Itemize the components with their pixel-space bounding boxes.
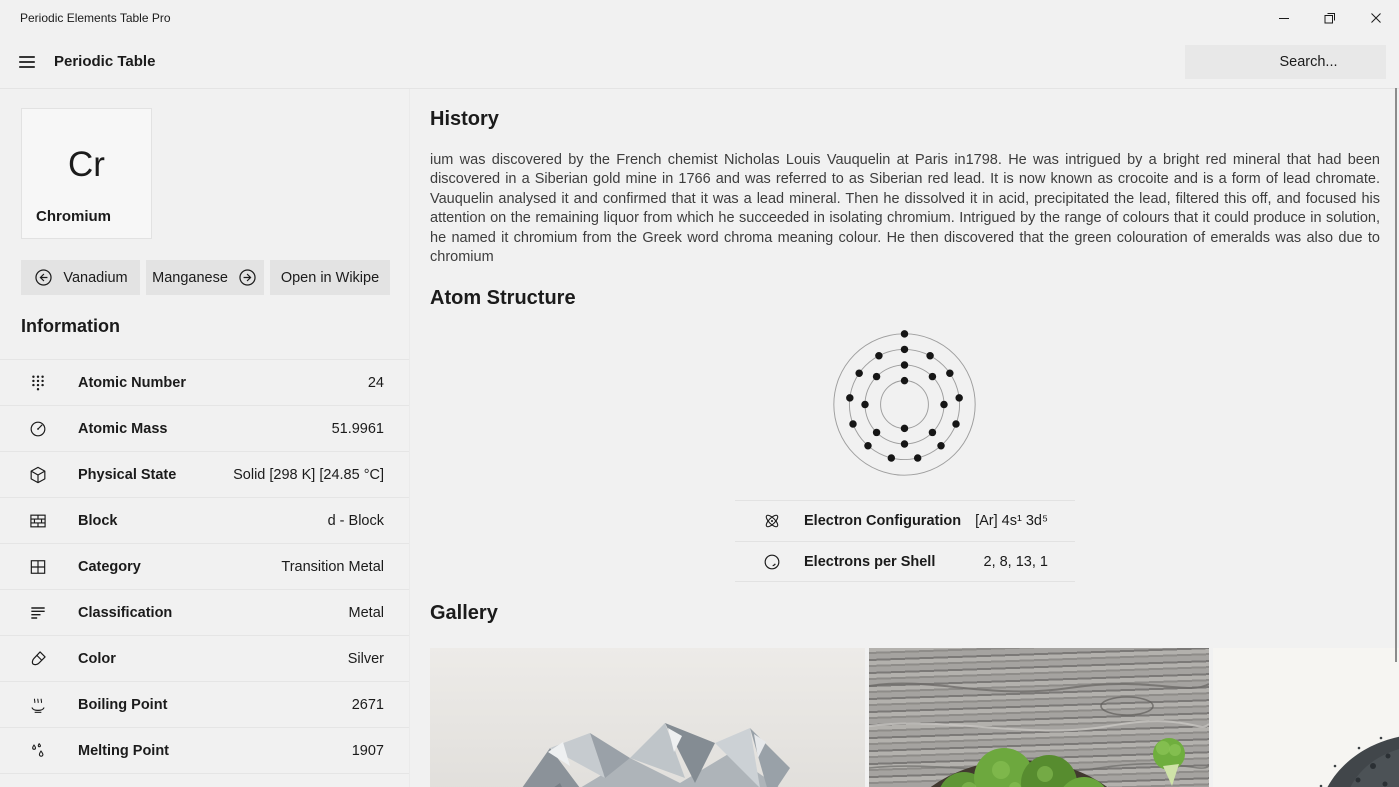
- information-list: [0, 359, 409, 774]
- info-label: Color: [78, 650, 116, 667]
- gallery-row: [430, 648, 1399, 787]
- brush-icon: [28, 649, 48, 669]
- titlebar[interactable]: [0, 0, 1399, 36]
- minimize-icon: [1277, 11, 1291, 25]
- info-row: [0, 682, 409, 728]
- info-row: [0, 498, 409, 544]
- info-value: Silver: [347, 650, 384, 667]
- dialpad-icon: [28, 373, 48, 393]
- gallery-image-chromium-crystals[interactable]: [430, 648, 865, 787]
- config-label: Electrons per Shell: [804, 553, 936, 570]
- header-divider: [0, 88, 1399, 89]
- restore-button[interactable]: [1307, 0, 1353, 36]
- search-box: [1185, 45, 1386, 79]
- information-heading: Information: [21, 316, 120, 336]
- info-value: Transition Metal: [281, 558, 384, 575]
- window-controls: [1261, 0, 1399, 36]
- info-label: Physical State: [78, 466, 177, 483]
- info-value: Solid [298 K] [24.85 °C]: [233, 466, 384, 483]
- element-tile: [21, 108, 152, 239]
- history-text: ium was discovered by the French chemist Nicholas Louis Vauquelin at Paris in1798. He was intrigued by a bright red mineral that had been discovered in a Siberian gold mine in 1766 and was referred to as Siberian red lead. It is now known as crocoite and is a form of lead chromate. Vauquelin analysed it and confirmed that it was a lead mineral. Then he dissolved it in acid, precipitated the lead, filtered this off, and focused his attention on the remaining liquor from which he succeeded in isolating chromium. Intrigued by the range of colours that it could produce in solution, he named it chromium from the Greek word chroma meaning colour. He then discovered that the green colouration of emeralds was also due to chromium: [430, 152, 1380, 266]
- next-element-button[interactable]: [146, 260, 264, 295]
- back-circle-icon: [33, 267, 54, 288]
- element-name: Chromium: [36, 208, 111, 225]
- info-value: 51.9961: [331, 420, 384, 437]
- info-value: 1907: [351, 742, 384, 759]
- grid-icon: [28, 557, 48, 577]
- search-input[interactable]: [1185, 44, 1399, 80]
- hamburger-icon: [16, 51, 38, 73]
- config-value: 2, 8, 13, 1: [983, 553, 1048, 570]
- page-title: Periodic Table: [54, 53, 156, 70]
- gallery-image-chromium-powder[interactable]: [1213, 648, 1399, 787]
- config-row: [735, 541, 1075, 582]
- info-row: [0, 590, 409, 636]
- open-in-wikipedia-label: Open in Wikipe: [280, 269, 380, 286]
- info-label: Classification: [78, 604, 173, 621]
- atom-shell-diagram: [828, 328, 981, 481]
- gallery-heading: Gallery: [430, 602, 498, 624]
- electron-config-table: [735, 500, 1075, 582]
- config-label: Electron Configuration: [804, 513, 962, 529]
- open-in-wikipedia-button[interactable]: [270, 260, 390, 295]
- previous-element-label: Vanadium: [63, 269, 128, 286]
- element-symbol: Cr: [68, 145, 105, 184]
- forward-circle-icon: [237, 267, 258, 288]
- info-row: [0, 728, 409, 774]
- vertical-scrollbar[interactable]: [1395, 88, 1397, 662]
- info-label: Category: [78, 558, 141, 575]
- minimize-button[interactable]: [1261, 0, 1307, 36]
- panel-divider: [409, 89, 410, 787]
- gauge-icon: [28, 419, 48, 439]
- info-value: 2671: [351, 696, 384, 713]
- drops-icon: [28, 741, 48, 761]
- close-button[interactable]: [1353, 0, 1399, 36]
- config-value: [Ar] 4s¹ 3d⁵: [975, 513, 1048, 529]
- previous-element-button[interactable]: [21, 260, 140, 295]
- steam-icon: [28, 695, 48, 715]
- restore-icon: [1323, 11, 1337, 25]
- info-label: Atomic Number: [78, 374, 186, 391]
- info-row: [0, 636, 409, 682]
- info-value: d - Block: [327, 512, 384, 529]
- history-heading: History: [430, 108, 499, 130]
- info-row: [0, 406, 409, 452]
- info-label: Melting Point: [78, 742, 170, 759]
- info-label: Atomic Mass: [78, 420, 168, 437]
- window-title: Periodic Elements Table Pro: [20, 11, 171, 25]
- info-value: Metal: [348, 604, 384, 621]
- info-row: [0, 544, 409, 590]
- next-element-label: Manganese: [152, 269, 228, 286]
- element-nav: [21, 260, 390, 295]
- info-label: Block: [78, 512, 118, 529]
- config-row: [735, 500, 1075, 541]
- hamburger-menu-button[interactable]: [14, 50, 40, 74]
- close-icon: [1369, 11, 1383, 25]
- shell-icon: [762, 552, 782, 572]
- bricks-icon: [28, 511, 48, 531]
- gallery-image-broccoli-bowl[interactable]: [869, 648, 1209, 787]
- atom-icon: [762, 511, 782, 531]
- info-row: [0, 452, 409, 498]
- cube-icon: [28, 465, 48, 485]
- info-value: 24: [367, 374, 384, 391]
- atom-structure-heading: Atom Structure: [430, 287, 576, 309]
- info-row: [0, 360, 409, 406]
- lines-icon: [28, 603, 48, 623]
- info-label: Boiling Point: [78, 696, 168, 713]
